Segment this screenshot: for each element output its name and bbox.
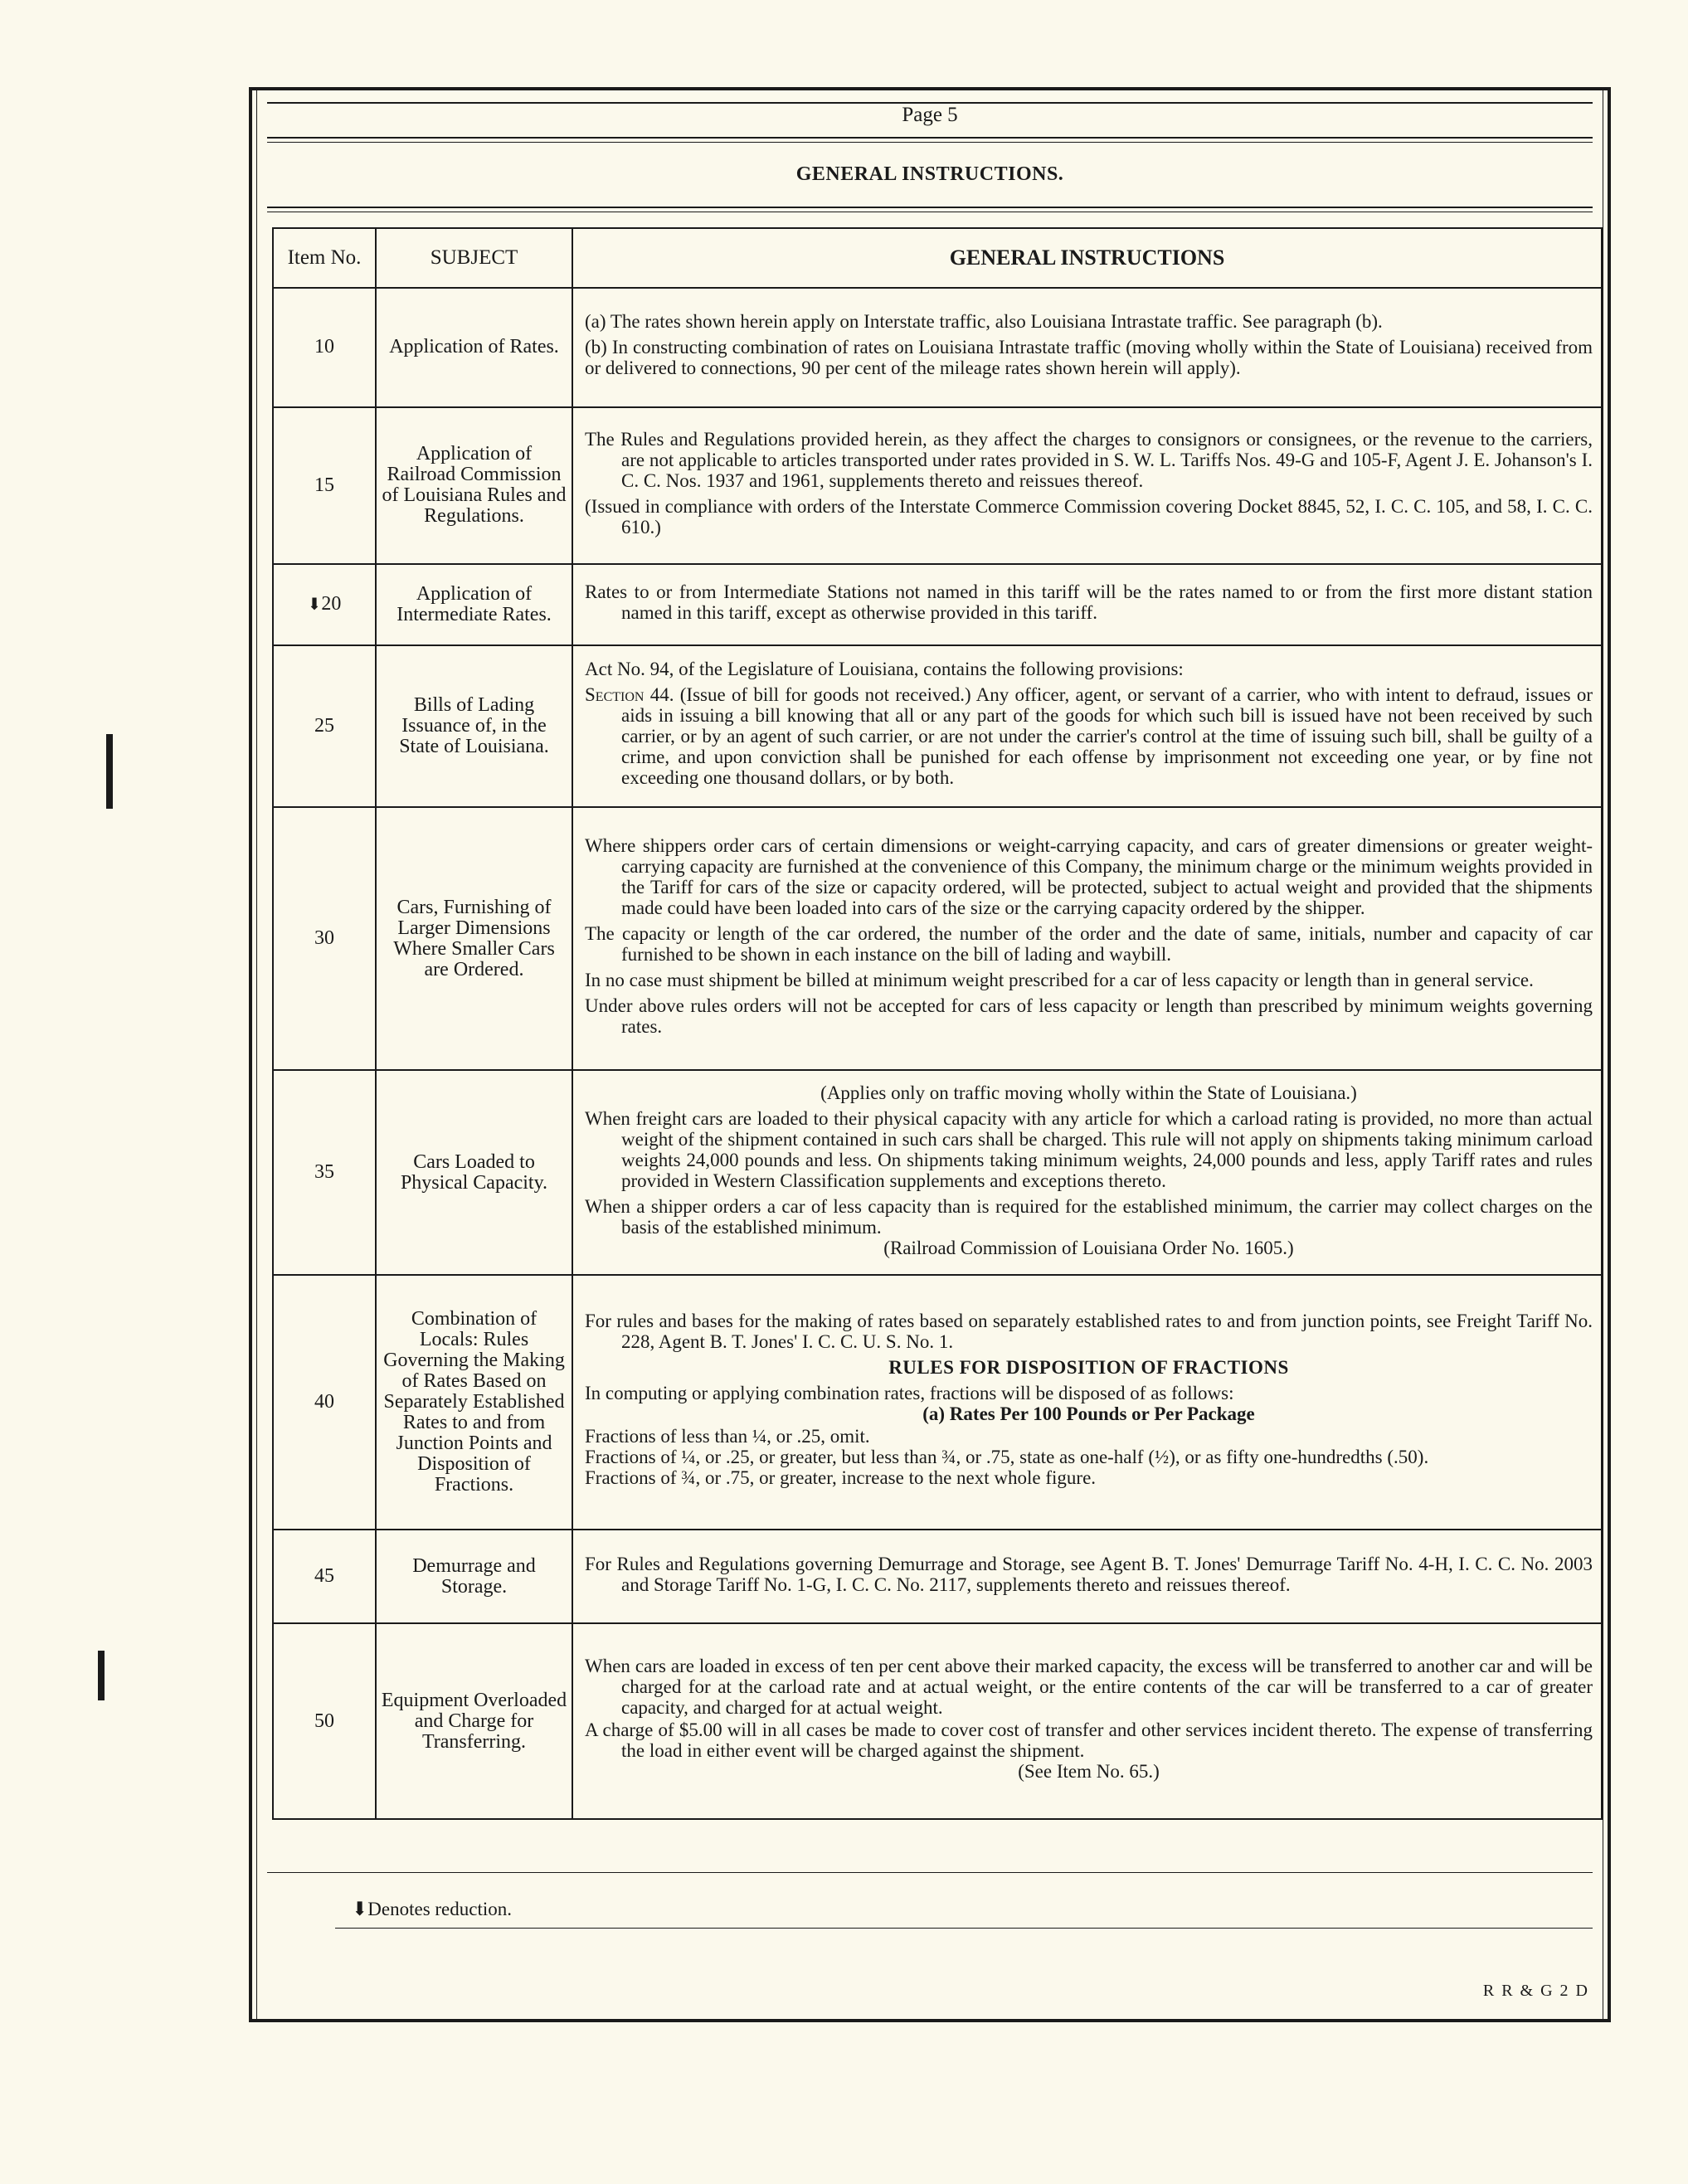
page-number: Page 5 xyxy=(902,104,958,126)
item-number: ⬇20 xyxy=(273,564,376,644)
section-text: (Issue of bill for goods not received.) Any officer, agent, or servant of a carrier, who with intent to defraud, issues or aids in issuing a bill knowing that all or any part of the goods for which such bill is issued have not been received by such carrier, or by an agent of such carrier, or are not under the carrier's control at the time of issuing such bill, shall be guilty of a crime, and upon conviction shall be punished for each offense by imprisonment not exceeding one year, or by fine not exceeding one thousand dollars, or by both. xyxy=(621,684,1593,789)
item-instructions xyxy=(572,407,1602,565)
binding-mark xyxy=(106,734,113,809)
page-frame xyxy=(249,87,1611,2022)
item-instructions xyxy=(572,1623,1602,1819)
section-label: Section 44. xyxy=(585,684,674,706)
item-number: 30 xyxy=(273,807,376,1071)
instruction-paragraph: Rates to or from Intermediate Stations not named in this tariff will be the rates named to or from the first more distant station named in this tariff, except as otherwise provided in this tariff. xyxy=(585,581,1593,623)
item-instructions xyxy=(572,564,1602,644)
instruction-paragraph: A charge of $5.00 will in all cases be made to cover cost of transfer and other services incident thereto. The expense of transferring the load in either event will be charged against the shipment. xyxy=(585,1719,1593,1762)
header-subject: SUBJECT xyxy=(376,228,572,288)
instruction-paragraph: For rules and bases for the making of rates based on separately established rates to and from junction points, see Freight Tariff No. 228, Agent B. T. Jones' I. C. C. U. S. No. 1. xyxy=(585,1311,1593,1353)
item-instructions xyxy=(572,645,1602,807)
instruction-paragraph: In no case must shipment be billed at minimum weight prescribed for a car of less capacity or length than in general service. xyxy=(585,970,1534,990)
rules-heading: RULES FOR DISPOSITION OF FRACTIONS xyxy=(888,1357,1289,1379)
table-row xyxy=(273,1530,1602,1623)
item-number: 15 xyxy=(273,407,376,565)
instruction-paragraph: When a shipper orders a car of less capacity than is required for the established minimum, the carrier may collect charges on the basis of the established minimum. xyxy=(585,1195,1593,1238)
fraction-rule: Fractions of less than ¼, or .25, omit. xyxy=(585,1426,870,1447)
reference-code: R R & G 2 D xyxy=(1482,1982,1589,2000)
order-reference: (Railroad Commission of Louisiana Order No. 1605.) xyxy=(883,1237,1294,1258)
instructions-table xyxy=(272,227,1603,1820)
item-subject: Bills of Lading Issuance of, in the State of Louisiana. xyxy=(376,645,572,807)
instruction-paragraph: (Issued in compliance with orders of the Interstate Commerce Commission covering Docket 8845, 52, I. C. C. 105, and 58, I. C. C. 610.) xyxy=(585,495,1593,537)
footnote-reduction: ⬇Denotes reduction. xyxy=(352,1899,512,1919)
table-row xyxy=(273,564,1602,644)
header-general-instructions: GENERAL INSTRUCTIONS xyxy=(572,228,1602,288)
item-number: 10 xyxy=(273,288,376,407)
instruction-paragraph: The capacity or length of the car ordered, the number of the order and the date of same, initials, number and capacity of car furnished to be shown in each instance on the bill of lading and waybill. xyxy=(585,923,1593,965)
table-row xyxy=(273,1275,1602,1530)
table-header-row xyxy=(273,228,1602,288)
item-subject: Equipment Overloaded and Charge for Transferring. xyxy=(376,1623,572,1819)
item-cross-reference: (See Item No. 65.) xyxy=(1018,1761,1160,1783)
item-instructions xyxy=(572,1530,1602,1623)
item-subject: Combination of Locals: Rules Governing the Making of Rates Based on Separately Established Rates to and from Junction Points and Disposition of Fractions. xyxy=(376,1275,572,1530)
item-number: 35 xyxy=(273,1070,376,1274)
table-row xyxy=(273,1070,1602,1274)
instruction-paragraph: (b) In constructing combination of rates on Louisiana Intrastate traffic (moving wholly within the State of Louisiana) received from or delivered to connections, 90 per cent of the mileage rates shown herein will apply). xyxy=(585,337,1593,379)
fraction-rule: Fractions of ¼, or .25, or greater, but less than ¾, or .75, state as one-half (½), or as fifty one-hundredths (.50). xyxy=(585,1447,1429,1468)
item-subject: Demurrage and Storage. xyxy=(376,1530,572,1623)
section-paragraph xyxy=(585,684,1593,788)
item-instructions xyxy=(572,807,1602,1071)
item-subject: Cars Loaded to Physical Capacity. xyxy=(376,1070,572,1274)
item-subject: Application of Railroad Commission of Louisiana Rules and Regulations. xyxy=(376,407,572,565)
table-row xyxy=(273,807,1602,1071)
instruction-paragraph: The Rules and Regulations provided herein, as they affect the charges to consignors or consignees, or the revenue to the carriers, are not applicable to articles transported under rates provided in S. W. L. Tariffs Nos. 49-G and 105-F, Agent J. E. Johanson's I. C. C. Nos. 1937 and 1961, supplements thereto and reissues thereof. xyxy=(585,428,1593,491)
item-subject: Cars, Furnishing of Larger Dimensions Where Smaller Cars are Ordered. xyxy=(376,807,572,1071)
instruction-paragraph: When freight cars are loaded to their physical capacity with any article for which a carload rating is provided, no more than actual weight of the shipment contained in such cars shall be charged. This rule will not apply on shipments taking minimum carload weights 24,000 pounds and less. On shipments taking minimum weights, 24,000 pounds and less, apply Tariff rates and rules provided in Western Classification supplements and exceptions thereto. xyxy=(585,1107,1593,1191)
item-instructions xyxy=(572,288,1602,407)
rules-intro: In computing or applying combination rates, fractions will be disposed of as follows: xyxy=(585,1383,1234,1404)
item-number: 45 xyxy=(273,1530,376,1623)
page-title: GENERAL INSTRUCTIONS. xyxy=(795,163,1064,185)
binding-mark xyxy=(98,1651,105,1700)
table-row xyxy=(273,288,1602,407)
header-item-no: Item No. xyxy=(273,228,376,288)
rules-subheading: (a) Rates Per 100 Pounds or Per Package xyxy=(922,1403,1255,1425)
instruction-paragraph: When cars are loaded in excess of ten per cent above their marked capacity, the excess will be transferred to another car and will be charged for at the carload rate and at actual weight, or the entire contents of the car will be transferred to a car of greater capacity, and charged for at actual weight. xyxy=(585,1656,1593,1719)
table-row xyxy=(273,645,1602,807)
reduction-marker-icon: ⬇ xyxy=(307,596,322,615)
instruction-paragraph: Where shippers order cars of certain dimensions or weight-carrying capacity, and cars of greater dimensions or greater weight-carrying capacity are furnished at the convenience of this Company, the minimum charge or the minimum weights provided in the Tariff for cars of the size or capacity ordered, will be protected, subject to actual weight and provided that the shipments made could have been loaded into cars of the size or the carrying capacity ordered by the shipper. xyxy=(585,835,1593,918)
applicability-note: (Applies only on traffic moving wholly within the State of Louisiana.) xyxy=(820,1082,1357,1103)
instruction-paragraph: Act No. 94, of the Legislature of Louisiana, contains the following provisions: xyxy=(585,659,1184,680)
item-instructions xyxy=(572,1275,1602,1530)
instruction-paragraph: For Rules and Regulations governing Demurrage and Storage, see Agent B. T. Jones' Demurrage Tariff No. 4-H, I. C. C. No. 2003 and Storage Tariff No. 1-G, I. C. C. No. 2117, supplements thereto and reissues thereof. xyxy=(585,1553,1593,1595)
table-row xyxy=(273,1623,1602,1819)
item-number: 50 xyxy=(273,1623,376,1819)
table-row xyxy=(273,407,1602,565)
item-subject: Application of Intermediate Rates. xyxy=(376,564,572,644)
instruction-paragraph: Under above rules orders will not be accepted for cars of less capacity or length than prescribed by minimum weights governing rates. xyxy=(585,995,1593,1037)
fraction-rule: Fractions of ¾, or .75, or greater, increase to the next whole figure. xyxy=(585,1467,1097,1489)
item-number: 40 xyxy=(273,1275,376,1530)
instruction-paragraph: (a) The rates shown herein apply on Interstate traffic, also Louisiana Intrastate traffic. See paragraph (b). xyxy=(585,311,1383,333)
item-instructions xyxy=(572,1070,1602,1274)
item-subject: Application of Rates. xyxy=(376,288,572,407)
item-number: 25 xyxy=(273,645,376,807)
